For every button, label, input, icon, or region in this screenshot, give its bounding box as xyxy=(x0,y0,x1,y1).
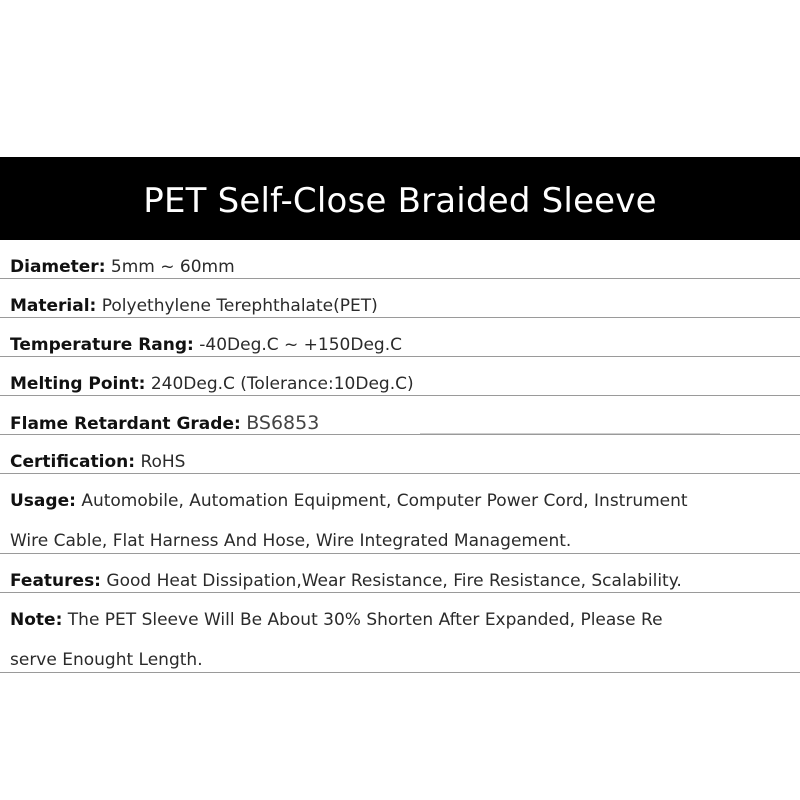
spec-value: 240Deg.C (Tolerance:10Deg.C) xyxy=(150,374,414,394)
spec-row-melting-point xyxy=(0,357,800,396)
title-banner xyxy=(0,157,800,240)
spec-label: Diameter: xyxy=(10,257,106,277)
spec-table xyxy=(0,240,800,673)
divider xyxy=(420,433,720,434)
spec-label: Material: xyxy=(10,296,97,316)
spec-value-continued: serve Enought Length. xyxy=(10,650,203,670)
spec-value: 5mm ~ 60mm xyxy=(110,257,235,277)
spec-value: RoHS xyxy=(140,452,186,472)
spec-label: Flame Retardant Grade: xyxy=(10,414,241,434)
spec-value-continued: Wire Cable, Flat Harness And Hose, Wire Integrated Management. xyxy=(10,531,572,551)
spec-label: Temperature Rang: xyxy=(10,335,194,355)
spec-value: -40Deg.C ~ +150Deg.C xyxy=(199,335,402,355)
page-title: PET Self-Close Braided Sleeve xyxy=(143,180,657,221)
spec-label: Certification: xyxy=(10,452,136,472)
spec-value: The PET Sleeve Will Be About 30% Shorten After Expanded, Please Re xyxy=(67,610,663,630)
spec-label: Features: xyxy=(10,571,101,591)
spec-row-usage xyxy=(0,474,800,554)
spec-label: Melting Point: xyxy=(10,374,146,394)
spec-label: Usage: xyxy=(10,491,76,511)
spec-row-features xyxy=(0,554,800,593)
spec-value: Polyethylene Terephthalate(PET) xyxy=(101,296,378,316)
spec-row-certification xyxy=(0,435,800,474)
spec-row-material xyxy=(0,279,800,318)
spec-label: Note: xyxy=(10,610,63,630)
spec-value: Good Heat Dissipation,Wear Resistance, Fire Resistance, Scalability. xyxy=(106,571,682,591)
spec-row-diameter xyxy=(0,240,800,279)
spec-row-flame-grade xyxy=(0,396,800,435)
spec-row-temperature xyxy=(0,318,800,357)
spec-value: BS6853 xyxy=(246,413,320,434)
spec-row-note xyxy=(0,593,800,673)
spec-value: Automobile, Automation Equipment, Computer Power Cord, Instrument xyxy=(81,491,688,511)
